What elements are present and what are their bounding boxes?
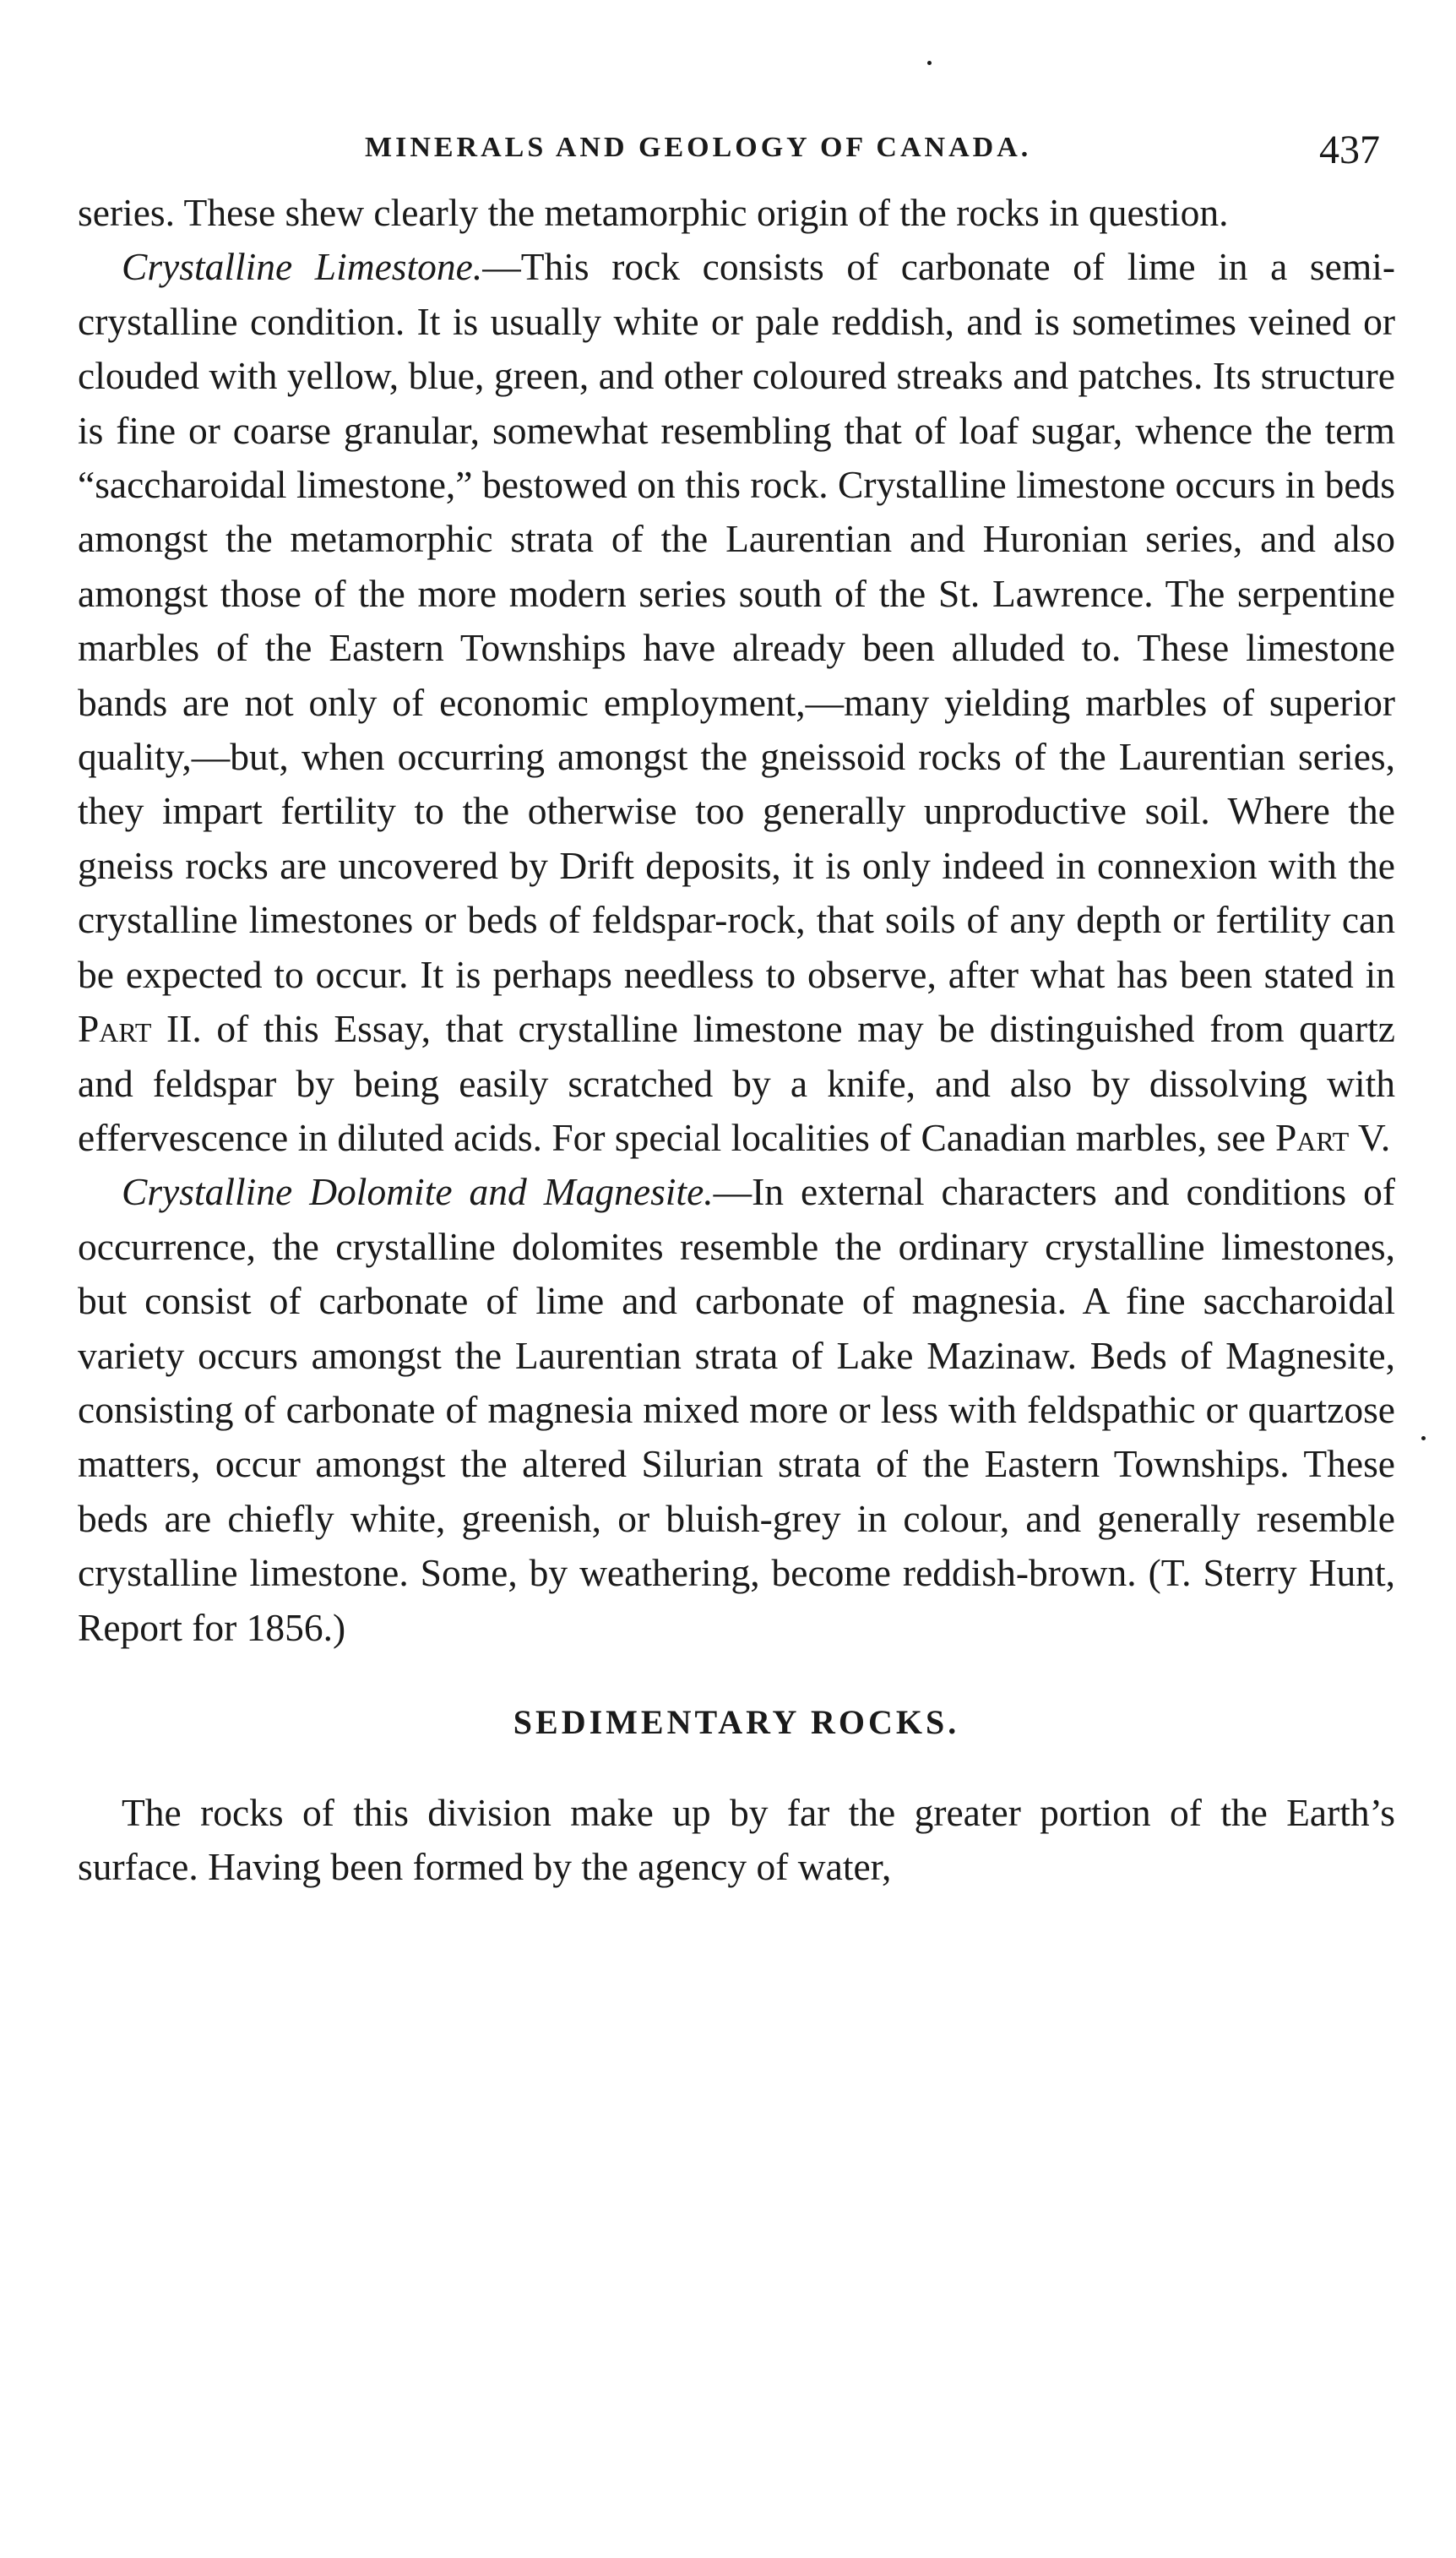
part-reference: Part (78, 1007, 152, 1051)
paragraph-crystalline-limestone (78, 240, 1395, 1165)
paragraph-sedimentary-intro (78, 1786, 1395, 1895)
paragraph-text: V. (1349, 1115, 1391, 1159)
print-speck (1421, 1436, 1426, 1440)
paragraph-dolomite-magnesite (78, 1165, 1395, 1655)
print-speck (927, 61, 932, 65)
part-reference: Part (1274, 1115, 1350, 1159)
paragraph-lead-title: Crystalline Limestone. (122, 245, 483, 289)
paragraph-text: —This rock consists of carbonate of lime in a semi-crystalline condition. It is usually white or pale reddish, and is sometimes veined or clouded with yellow, blue, green, and other coloured streaks and patches. Its structure is fine or coarse granular, somewhat resembling that of loaf sugar, whence the term “saccharoidal limestone,” bestowed on this rock. Crystalline limestone occurs in beds amongst the metamorphic strata of the Laurentian and Huronian series, and also amongst those of the more modern series south of the St. Lawrence. The serpentine marbles of the Eastern Townships have already been alluded to. These limestone bands are not only of economic employment,—many yielding marbles of superior quality,—but, when occurring amongst the gneissoid rocks of the Laurentian series, they impart fertility to the otherwise too generally unproductive soil. Where the gneiss rocks are uncovered by Drift deposits, it is only indeed in connexion with the crystalline limestones or beds of feldspar-rock, that soils of any depth or fertility can be expected to occur. It is perhaps needless to observe, after what has been stated in (78, 245, 1395, 996)
page-number: 437 (1319, 128, 1380, 172)
paragraph-text: The rocks of this division make up by far the greater portion of the Earth’s surface. Having been formed by the agency of water, (78, 1790, 1395, 1889)
book-page (78, 127, 1395, 1895)
paragraph-text: —In external characters and conditions of occurrence, the crystalline dolomites resemble the ordinary crystalline limestones, but consist of carbonate of lime and carbonate of magnesia. A fine saccharoidal variety occurs amongst the Laurentian strata of Lake Mazinaw. Beds of Magnesite, consisting of carbonate of magnesia mixed more or less with feldspathic or quartzose matters, occur amongst the altered Silurian strata of the Eastern Townships. These beds are chiefly white, greenish, or bluish-grey in colour, and generally resemble crystalline limestone. Some, by weathering, become reddish-brown. (T. Sterry Hunt, Report for 1856.) (78, 1170, 1395, 1649)
section-heading: SEDIMENTARY ROCKS. (513, 1702, 960, 1741)
running-title: MINERALS AND GEOLOGY OF CANADA. (365, 132, 1032, 163)
paragraph-continuation (78, 186, 1395, 240)
paragraph-lead-title: Crystalline Dolomite and Magnesite. (122, 1170, 714, 1214)
paragraph-text: II. of this Essay, that crystalline limestone may be distinguished from quartz and feldspar by being easily scratched by a knife, and also by dissolving with effervescence in diluted acids. For special localities of Canadian marbles, see (78, 1007, 1395, 1159)
running-head (78, 127, 1395, 186)
paragraph-text: series. These shew clearly the metamorphic origin of the rocks in question. (78, 191, 1229, 234)
